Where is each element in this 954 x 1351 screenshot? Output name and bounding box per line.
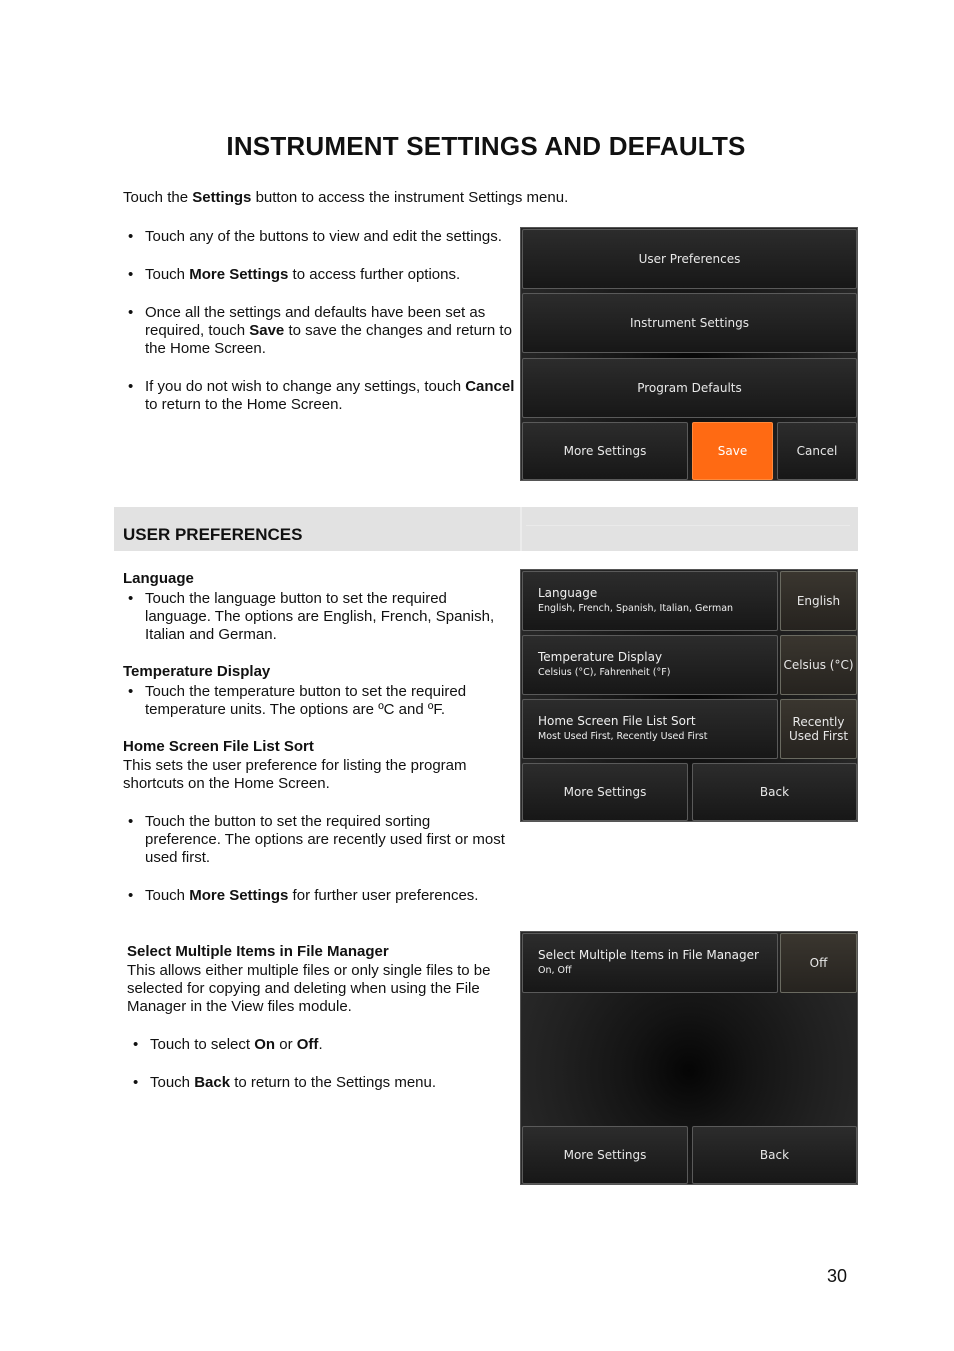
temperature-options: Celsius (°C), Fahrenheit (°F) [538,667,671,678]
section-header [114,507,858,551]
more-settings-button[interactable]: More Settings [522,422,688,480]
language-button[interactable]: English [780,571,857,631]
language-bullets [123,590,503,644]
back-button[interactable]: Back [692,763,857,821]
sort-label: Home Screen File List Sort [538,714,696,728]
sort-heading: Home Screen File List Sort [123,738,314,755]
language-options: English, French, Spanish, Italian, German [538,603,734,614]
temperature-row [522,635,778,695]
more-settings-button[interactable]: More Settings [522,1126,688,1184]
bullet-item: • Once all the settings and defaults have been set as required, touch Save to save the changes and return to the Home Screen. [123,304,518,358]
language-heading: Language [123,570,194,587]
sort-bullets [123,813,508,905]
file-manager-screen [520,931,858,1185]
settings-screen [520,227,858,481]
sort-button[interactable] [780,699,857,759]
bullet-item: • Touch the language button to set the required language. The options are English, French, Spanish, Italian and German. [123,590,503,644]
bullet-item: • Touch More Settings to access further options. [123,266,518,284]
program-defaults-button[interactable]: Program Defaults [522,358,857,418]
section-line [526,525,850,526]
section-divider [520,507,522,551]
bullet-item: • Touch the button to set the required sorting preference. The options are recently used first or most used first. [123,813,508,867]
cancel-button[interactable]: Cancel [777,422,857,480]
bullet-item: • Touch to select On or Off. [128,1036,508,1054]
multi-bullets [128,1036,508,1092]
temperature-label: Temperature Display [538,650,663,664]
bullet-item: • If you do not wish to change any settings, touch Cancel to return to the Home Screen. [123,378,518,414]
bullet-item: • Touch any of the buttons to view and edit the settings. [123,228,518,246]
section-title: USER PREFERENCES [123,525,303,544]
language-row [522,571,778,631]
user-preferences-screen [520,569,858,822]
select-multiple-row [522,933,778,993]
bullet-item: • Touch Back to return to the Settings menu. [128,1074,508,1092]
sort-options: Most Used First, Recently Used First [538,731,708,742]
more-settings-button[interactable]: More Settings [522,763,688,821]
sort-value-line2: Used First [788,729,849,743]
multi-text: This allows either multiple files or only single files to be selected for copying and deleting when using the File Manager in the View files module. [127,962,491,1015]
temperature-heading: Temperature Display [123,663,271,680]
bullet-item: • Touch the temperature button to set the required temperature units. The options are ºC and ºF. [123,683,503,719]
language-label: Language [538,586,598,600]
page-number: 30 [827,1266,848,1286]
temperature-button[interactable]: Celsius (°C) [780,635,857,695]
select-multiple-label: Select Multiple Items in File Manager [538,948,759,962]
settings-bullets [123,228,518,414]
back-button[interactable]: Back [692,1126,857,1184]
save-button[interactable]: Save [692,422,773,480]
intro-text: Touch the Settings button to access the instrument Settings menu. [123,189,569,206]
sort-value-line1: Recently [792,715,845,729]
instrument-settings-button[interactable]: Instrument Settings [522,293,857,353]
bullet-item: • Touch More Settings for further user preferences. [123,887,508,905]
sort-text: This sets the user preference for listing the program shortcuts on the Home Screen. [123,757,467,792]
sort-row [522,699,778,759]
multi-heading: Select Multiple Items in File Manager [127,943,389,960]
page-title: INSTRUMENT SETTINGS AND DEFAULTS [226,131,746,161]
user-preferences-button[interactable]: User Preferences [522,229,857,289]
temperature-bullets [123,683,503,719]
select-multiple-button[interactable]: Off [780,933,857,993]
select-multiple-options: On, Off [538,965,572,976]
